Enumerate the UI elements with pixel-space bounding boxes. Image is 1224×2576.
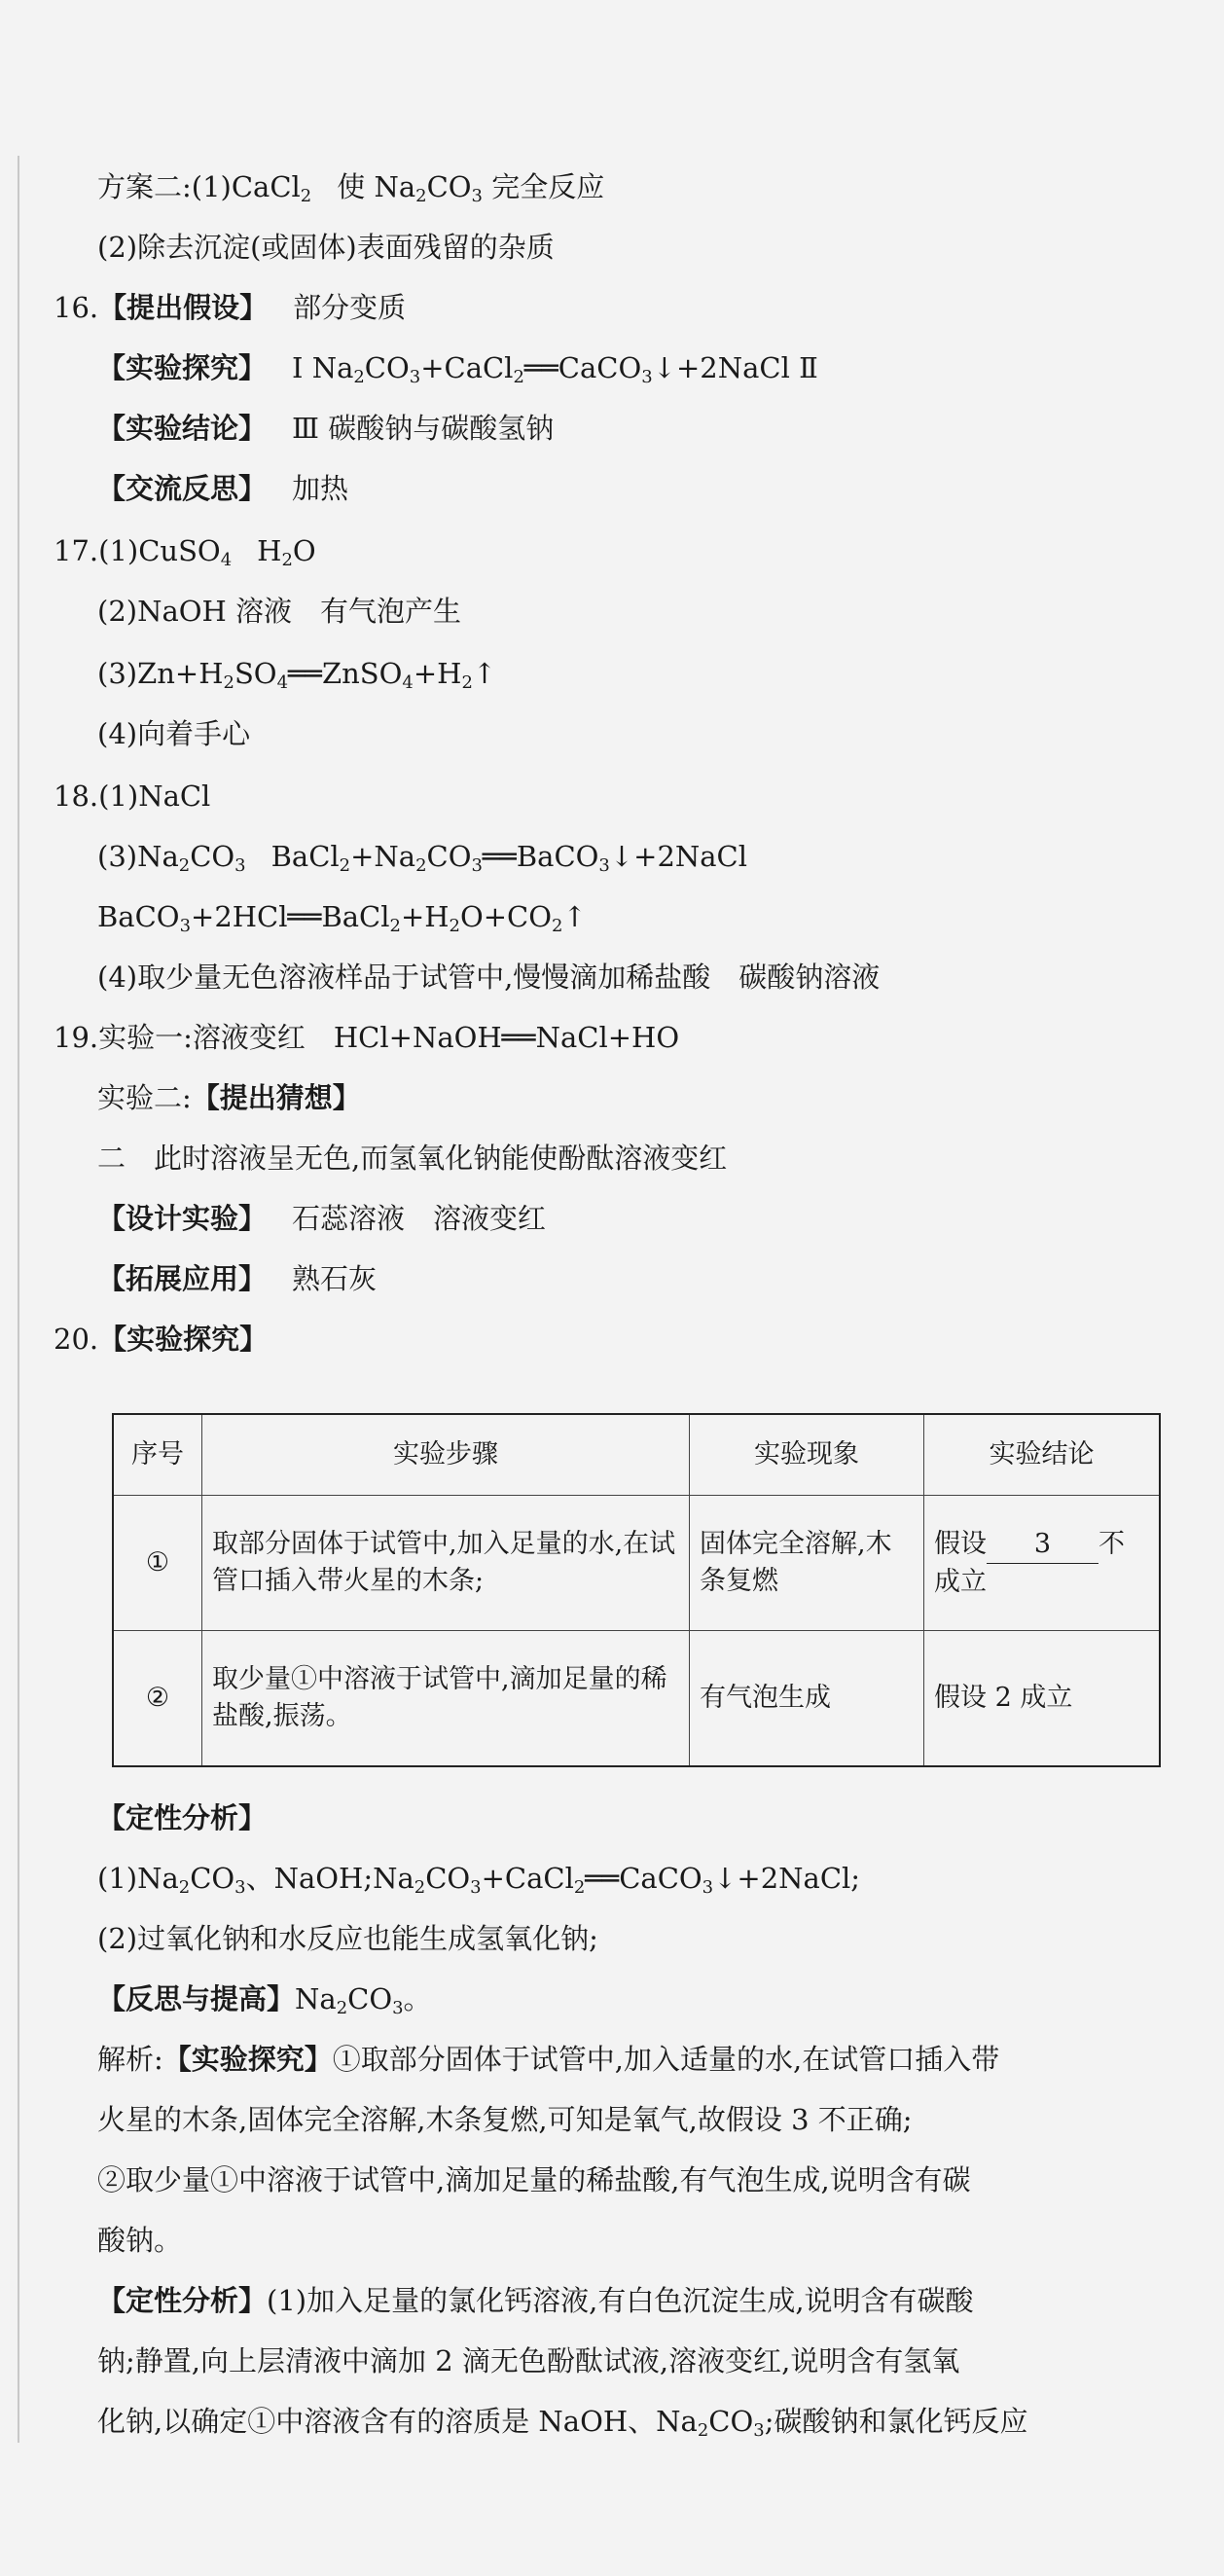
q16-line3: 【实验结论】 Ⅲ 碳酸钠与碳酸氢钠 xyxy=(97,412,555,445)
q19-line4: 【设计实验】 石蕊溶液 溶液变红 xyxy=(97,1202,547,1235)
table-cell-no: ② xyxy=(113,1631,202,1766)
experiment-table xyxy=(112,1413,1161,1767)
table-cell-phenomenon: 固体完全溶解,木条复燃 xyxy=(690,1496,924,1631)
q19-line3: 二 此时溶液呈无色,而氢氧化钠能使酚酞溶液变红 xyxy=(97,1142,728,1175)
table-cell-no: ① xyxy=(113,1496,202,1631)
q17-line3: $(3)Zn+H_2SO_4══ZnSO_4+H_2↑$ xyxy=(97,657,497,694)
table-cell-conclusion: 假设 3 不成立 xyxy=(924,1496,1161,1631)
q20-qual2-1: 【定性分析】(1)加入足量的氯化钙溶液,有白色沉淀生成,说明含有碳酸 xyxy=(97,2284,974,2317)
q20-qual-1: $(1)Na_2CO_3$、$NaOH;Na_2CO_3+CaCl_2══CaCO_3↓+2NaCl$; xyxy=(97,1862,861,1899)
q18-line3: $BaCO_3+2HCl══BaCl_2+H_2O+CO_2↑$ xyxy=(97,900,587,937)
q20-line1: 20.【实验探究】 xyxy=(54,1323,269,1356)
q18-line2: $(3)Na_2CO_3$ $BaCl_2+Na_2CO_3══BaCO_3↓+2NaCl$ xyxy=(97,840,748,877)
q20-analysis-2: 火星的木条,固体完全溶解,木条复燃,可知是氧气,故假设 3 不正确; xyxy=(97,2103,913,2136)
table-cell-phenomenon: 有气泡生成 xyxy=(690,1631,924,1766)
table-header: 序号 xyxy=(113,1414,202,1496)
q17-line4: (4)向着手心 xyxy=(97,717,251,750)
table-row xyxy=(113,1631,1160,1766)
q20-reflection: 【反思与提高】$Na_2CO_3$。 xyxy=(97,1982,432,2019)
q18-line4: (4)取少量无色溶液样品于试管中,慢慢滴加稀盐酸 碳酸钠溶液 xyxy=(97,961,881,994)
q16-line2: 【实验探究】 Ⅰ $Na_2CO_3+CaCl_2══CaCO_3↓+2NaCl$ Ⅱ xyxy=(97,351,818,388)
page-margin-line xyxy=(18,156,19,2443)
table-cell-conclusion: 假设 2 成立 xyxy=(924,1631,1161,1766)
q19-line1: 19.实验一:溶液变红 HCl+NaOH══NaCl+HO xyxy=(54,1021,680,1054)
q18-line1: 18.(1)NaCl xyxy=(54,780,211,813)
q17-line2: (2)NaOH 溶液 有气泡产生 xyxy=(97,595,462,628)
q16-line4: 【交流反思】 加热 xyxy=(97,472,349,505)
table-cell-step: 取部分固体于试管中,加入足量的水,在试管口插入带火星的木条; xyxy=(202,1496,690,1631)
q20-analysis-4: 酸钠。 xyxy=(97,2224,183,2257)
table-header: 实验现象 xyxy=(690,1414,924,1496)
q15-plan2-line2: (2)除去沉淀(或固体)表面残留的杂质 xyxy=(97,231,555,264)
q20-qual-head: 【定性分析】 xyxy=(97,1801,268,1834)
q20-qual2-3: 化钠,以确定①中溶液含有的溶质是 NaOH、$Na_2CO_3$;碳酸钠和氯化钙反应 xyxy=(97,2405,1028,2442)
q16-line1: 16.【提出假设】 部分变质 xyxy=(54,291,407,324)
q20-analysis-1: 解析:【实验探究】①取部分固体于试管中,加入适量的水,在试管口插入带 xyxy=(97,2043,1000,2076)
table-cell-step: 取少量①中溶液于试管中,滴加足量的稀盐酸,振荡。 xyxy=(202,1631,690,1766)
q19-line5: 【拓展应用】 熟石灰 xyxy=(97,1262,378,1295)
q20-analysis-3: ②取少量①中溶液于试管中,滴加足量的稀盐酸,有气泡生成,说明含有碳 xyxy=(97,2163,971,2196)
q19-line2: 实验二:【提出猜想】 xyxy=(97,1081,361,1114)
table-header: 实验步骤 xyxy=(202,1414,690,1496)
q20-qual-2: (2)过氧化钠和水反应也能生成氢氧化钠; xyxy=(97,1922,598,1955)
q20-qual2-2: 钠;静置,向上层清液中滴加 2 滴无色酚酞试液,溶液变红,说明含有氢氧 xyxy=(97,2344,960,2377)
table-row xyxy=(113,1496,1160,1631)
table-header: 实验结论 xyxy=(924,1414,1161,1496)
q17-line1: 17.(1)CuSO$_4$ $H_2O$ xyxy=(54,534,316,571)
q15-plan2-line: 方案二:(1)CaCl$_2$ 使 $Na_2CO_3$ 完全反应 xyxy=(97,170,605,207)
